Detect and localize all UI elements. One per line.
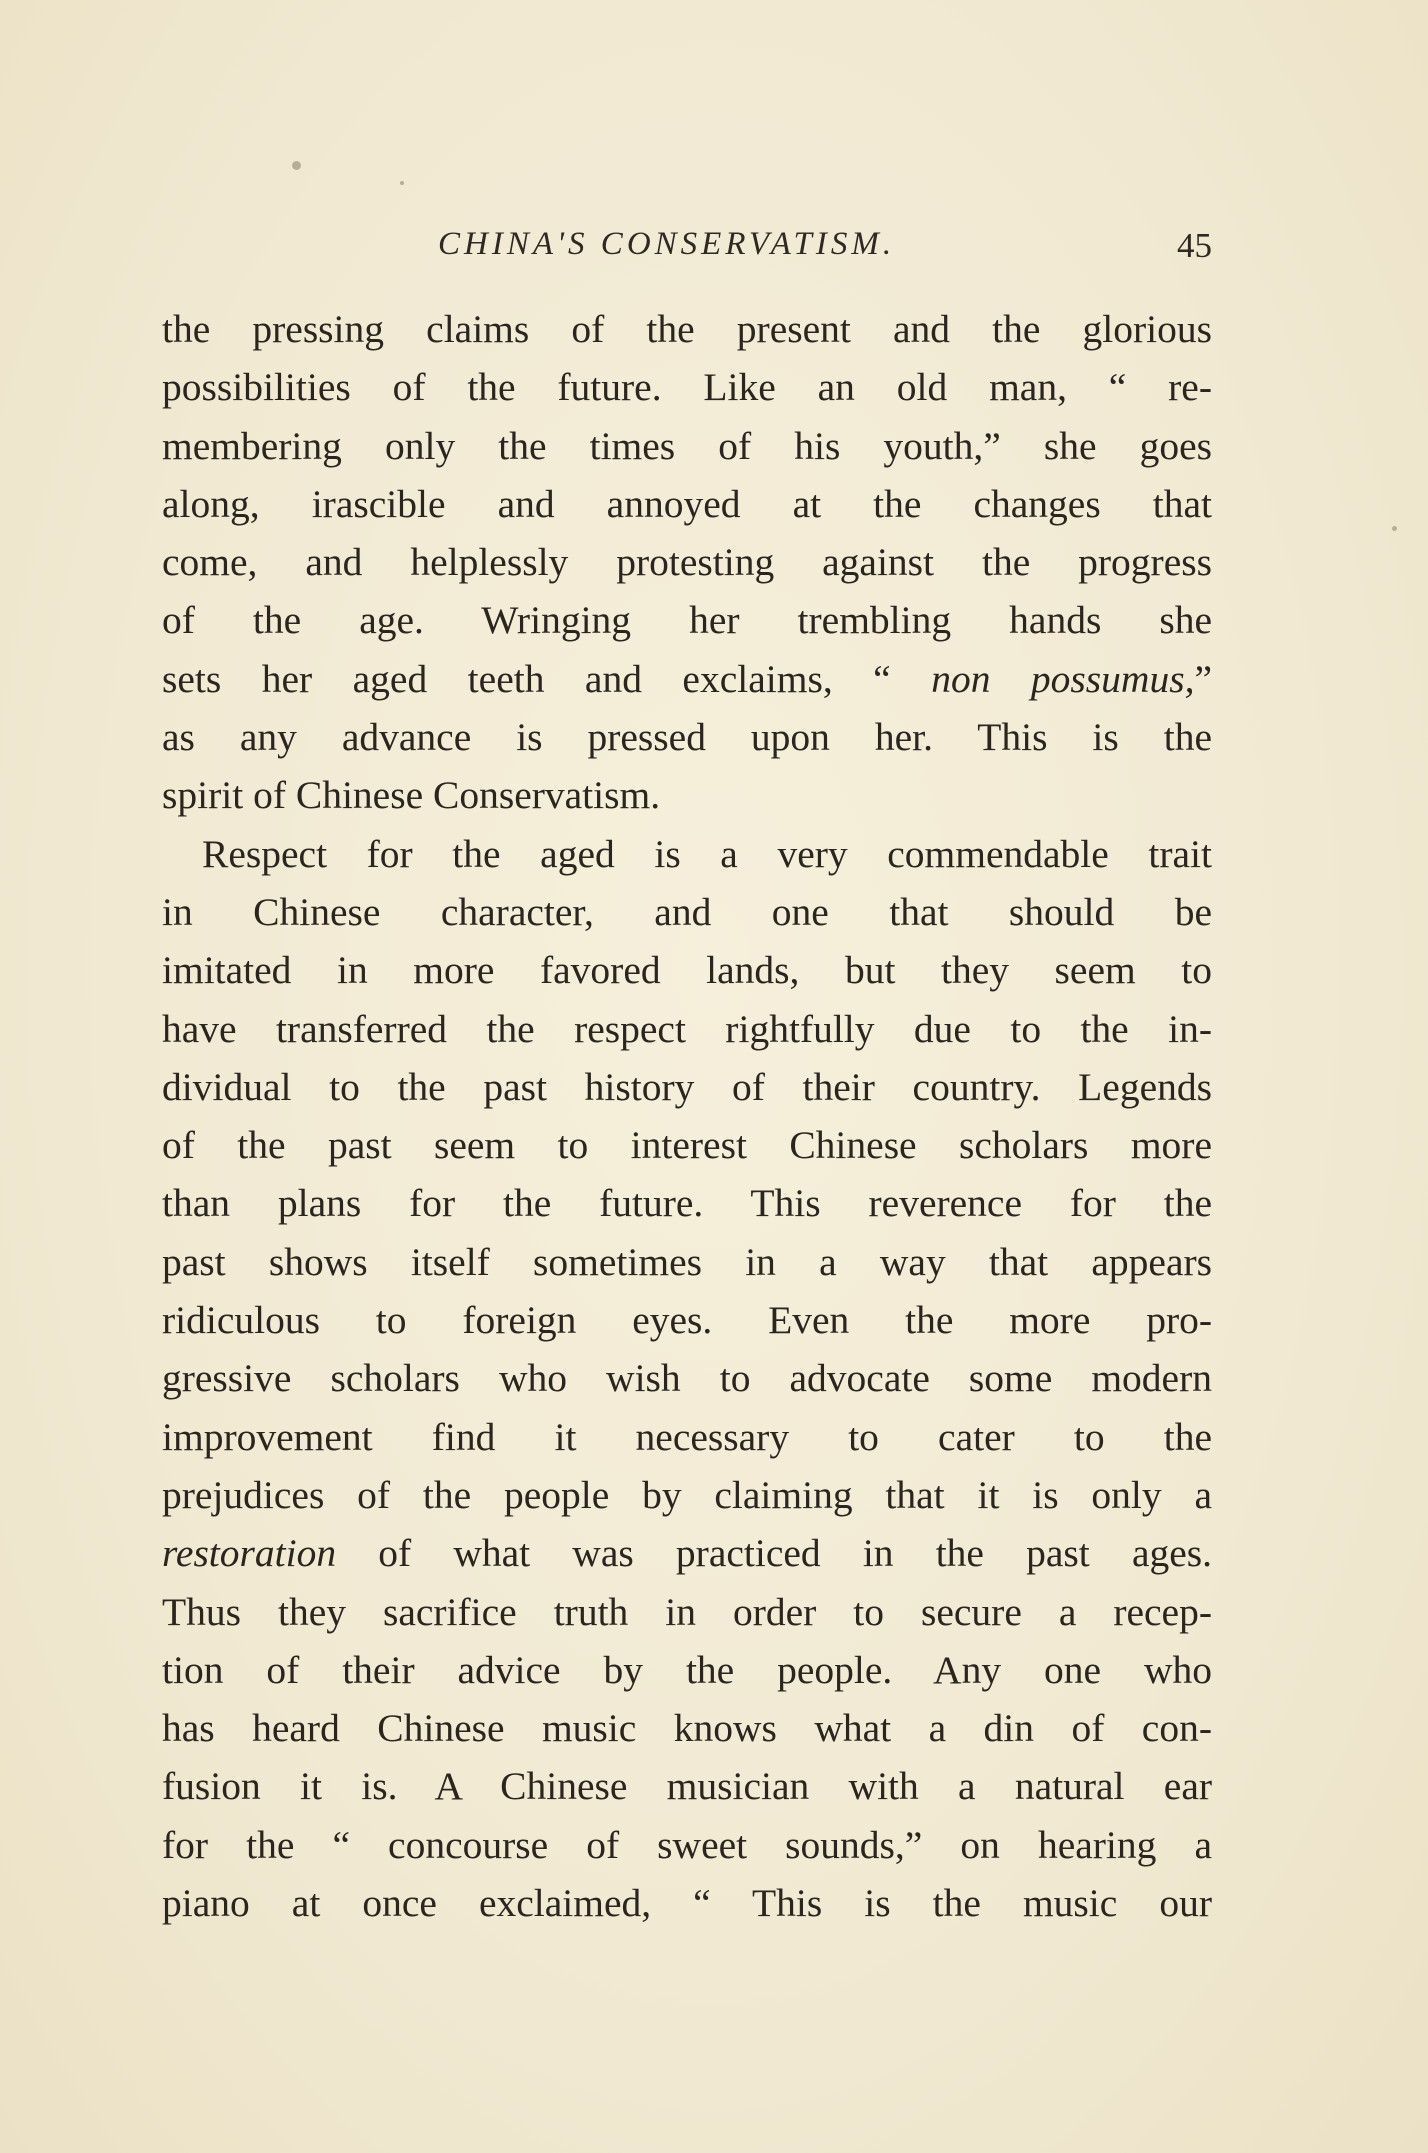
text-line: of the past seem to interest Chinese scholars more <box>162 1123 1212 1168</box>
paper-speck <box>292 161 301 170</box>
body-text <box>162 300 1212 1932</box>
text-line: come, and helplessly protesting against the progress <box>162 540 1212 585</box>
text-line: ridiculous to foreign eyes. Even the more pro- <box>162 1298 1212 1343</box>
text-line: sets her aged teeth and exclaims, “ non possumus,” <box>162 656 1212 701</box>
text-line: spirit of Chinese Conservatism. <box>162 773 661 818</box>
text-line: dividual to the past history of their country. Legends <box>162 1064 1212 1109</box>
text-line: the pressing claims of the present and the glorious <box>162 307 1212 351</box>
text-line: gressive scholars who wish to advocate some modern <box>162 1356 1212 1401</box>
text-line: in Chinese character, and one that should be <box>162 889 1212 934</box>
text-line: have transferred the respect rightfully due to the in- <box>162 1006 1212 1051</box>
text-line: Respect for the aged is a very commendable trait <box>202 831 1212 876</box>
text-line: fusion it is. A Chinese musician with a natural ear <box>162 1764 1212 1809</box>
text-line: improvement find it necessary to cater to the <box>162 1414 1212 1459</box>
page-header <box>162 226 1212 272</box>
text-line: than plans for the future. This reverence for the <box>162 1181 1212 1226</box>
text-line: possibilities of the future. Like an old man, “ re- <box>162 365 1212 410</box>
text-line: imitated in more favored lands, but they seem to <box>162 948 1212 993</box>
emphasized-word: restoration <box>162 1531 337 1576</box>
text-line: membering only the times of his youth,” she goes <box>162 423 1212 468</box>
text-line: prejudices of the people by claiming that it is only a <box>162 1472 1212 1517</box>
paper-speck <box>400 181 404 185</box>
text-line: piano at once exclaimed, “ This is the music our <box>162 1881 1212 1926</box>
paper-speck <box>1392 526 1397 531</box>
text-line: along, irascible and annoyed at the changes that <box>162 481 1212 526</box>
text-line: past shows itself sometimes in a way that appears <box>162 1239 1212 1284</box>
text-line: restoration of what was practiced in the past ages. <box>162 1531 1212 1576</box>
text-line: as any advance is pressed upon her. This is the <box>162 715 1212 760</box>
text-line: of the age. Wringing her trembling hands she <box>162 598 1212 643</box>
running-head: CHINA'S CONSERVATISM. <box>438 226 896 262</box>
text-line: has heard Chinese music knows what a din of con- <box>162 1706 1212 1751</box>
text-line: tion of their advice by the people. Any one who <box>162 1647 1212 1692</box>
page-number: 45 <box>1177 226 1212 265</box>
latin-phrase: non possumus, <box>931 656 1195 701</box>
text-line: Thus they sacrifice truth in order to secure a recep- <box>162 1589 1212 1634</box>
text-line: for the “ concourse of sweet sounds,” on hearing a <box>162 1822 1212 1867</box>
